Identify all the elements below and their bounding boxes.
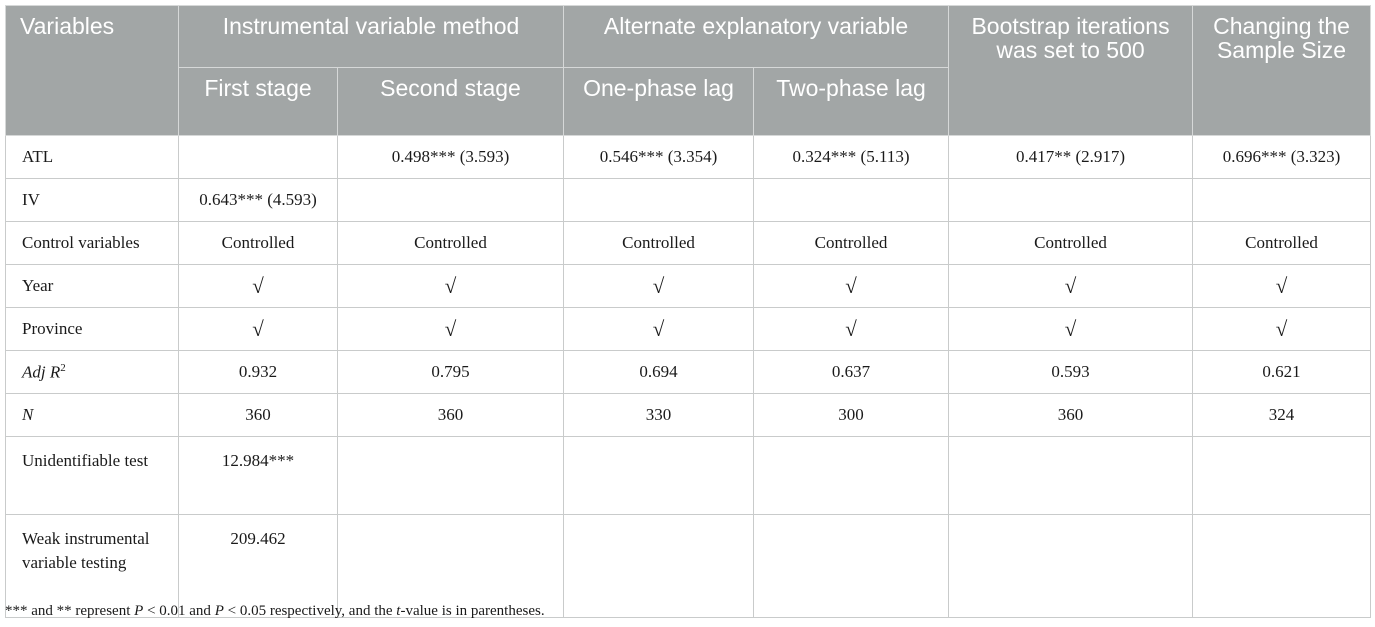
table-row-adj-r2 [6, 351, 1371, 394]
footnote-t-symbol: t [396, 603, 401, 619]
row-label-control-variables: Control variables [6, 222, 179, 265]
cell-unident-two-phase-lag [754, 437, 949, 515]
table-row-control-variables [6, 222, 1371, 265]
cell-atl-one-phase-lag: 0.546*** (3.354) [564, 136, 754, 179]
cell-atl-bootstrap: 0.417** (2.917) [949, 136, 1193, 179]
results-table-container [5, 5, 1370, 618]
table-row-iv [6, 179, 1371, 222]
footnote-text: < 0.05 respectively, and the [223, 603, 397, 619]
header-instrumental-variable-method: Instrumental variable method [179, 6, 564, 68]
table-header [6, 6, 1371, 136]
cell-n-one-phase-lag: 330 [564, 394, 754, 437]
check-icon: √ [338, 265, 564, 308]
cell-control-second-stage: Controlled [338, 222, 564, 265]
header-first-stage: First stage [179, 68, 338, 136]
row-label-n: N [6, 394, 179, 437]
cell-iv-second-stage [338, 179, 564, 222]
row-label-unidentifiable-test: Unidentifiable test [6, 437, 179, 515]
check-icon: √ [564, 265, 754, 308]
cell-atl-two-phase-lag: 0.324*** (5.113) [754, 136, 949, 179]
row-label-province: Province [6, 308, 179, 351]
adj-r-label: Adj R [22, 362, 61, 382]
header-alternate-explanatory-variable: Alternate explanatory variable [564, 6, 949, 68]
footnote-text: -value is in parentheses. [400, 603, 545, 619]
cell-unident-bootstrap [949, 437, 1193, 515]
cell-control-sample-size: Controlled [1193, 222, 1371, 265]
check-icon: √ [949, 265, 1193, 308]
check-icon: √ [338, 308, 564, 351]
cell-unident-sample-size [1193, 437, 1371, 515]
check-icon: √ [1193, 265, 1371, 308]
footnote-p-symbol: P [214, 603, 224, 619]
table-footnote [5, 603, 545, 620]
table-body [6, 136, 1371, 618]
cell-adjr2-first-stage: 0.932 [179, 351, 338, 394]
cell-atl-second-stage: 0.498*** (3.593) [338, 136, 564, 179]
check-icon: √ [1193, 308, 1371, 351]
cell-n-two-phase-lag: 300 [754, 394, 949, 437]
check-icon: √ [949, 308, 1193, 351]
footnote-p-symbol: P [134, 603, 144, 619]
cell-weak-two-phase-lag [754, 515, 949, 618]
cell-atl-first-stage [179, 136, 338, 179]
superscript-two: 2 [60, 361, 66, 374]
row-label-year: Year [6, 265, 179, 308]
cell-adjr2-one-phase-lag: 0.694 [564, 351, 754, 394]
cell-control-two-phase-lag: Controlled [754, 222, 949, 265]
cell-iv-sample-size [1193, 179, 1371, 222]
cell-n-second-stage: 360 [338, 394, 564, 437]
row-label-weak-instrumental: Weak instrumental variable testing [6, 515, 179, 618]
cell-n-bootstrap: 360 [949, 394, 1193, 437]
footnote-text: < 0.01 and [143, 603, 215, 619]
cell-atl-sample-size: 0.696*** (3.323) [1193, 136, 1371, 179]
table-row-year [6, 265, 1371, 308]
check-icon: √ [179, 308, 338, 351]
header-second-stage: Second stage [338, 68, 564, 136]
cell-n-sample-size: 324 [1193, 394, 1371, 437]
cell-weak-sample-size [1193, 515, 1371, 618]
cell-weak-one-phase-lag [564, 515, 754, 618]
cell-control-one-phase-lag: Controlled [564, 222, 754, 265]
cell-iv-bootstrap [949, 179, 1193, 222]
cell-control-bootstrap: Controlled [949, 222, 1193, 265]
cell-adjr2-second-stage: 0.795 [338, 351, 564, 394]
cell-unident-second-stage [338, 437, 564, 515]
table-row-unidentifiable-test [6, 437, 1371, 515]
cell-weak-bootstrap [949, 515, 1193, 618]
check-icon: √ [179, 265, 338, 308]
table-row-province [6, 308, 1371, 351]
header-bootstrap-iterations: Bootstrap iterations was set to 500 [949, 6, 1193, 136]
check-icon: √ [564, 308, 754, 351]
cell-unident-one-phase-lag [564, 437, 754, 515]
cell-weak-first-stage: 209.462 [179, 515, 338, 618]
check-icon: √ [754, 308, 949, 351]
header-changing-sample-size: Changing the Sample Size [1193, 6, 1371, 136]
cell-n-first-stage: 360 [179, 394, 338, 437]
footnote-text: *** and ** represent [5, 603, 135, 619]
robustness-table [5, 5, 1371, 618]
cell-unident-first-stage: 12.984*** [179, 437, 338, 515]
cell-adjr2-two-phase-lag: 0.637 [754, 351, 949, 394]
cell-iv-two-phase-lag [754, 179, 949, 222]
header-one-phase-lag: One-phase lag [564, 68, 754, 136]
row-label-atl: ATL [6, 136, 179, 179]
cell-iv-first-stage: 0.643*** (4.593) [179, 179, 338, 222]
check-icon: √ [754, 265, 949, 308]
header-variables: Variables [6, 6, 179, 136]
table-row-n [6, 394, 1371, 437]
cell-adjr2-sample-size: 0.621 [1193, 351, 1371, 394]
cell-control-first-stage: Controlled [179, 222, 338, 265]
cell-iv-one-phase-lag [564, 179, 754, 222]
row-label-adj-r2 [6, 351, 179, 394]
table-row-atl [6, 136, 1371, 179]
row-label-iv: IV [6, 179, 179, 222]
header-two-phase-lag: Two-phase lag [754, 68, 949, 136]
cell-adjr2-bootstrap: 0.593 [949, 351, 1193, 394]
